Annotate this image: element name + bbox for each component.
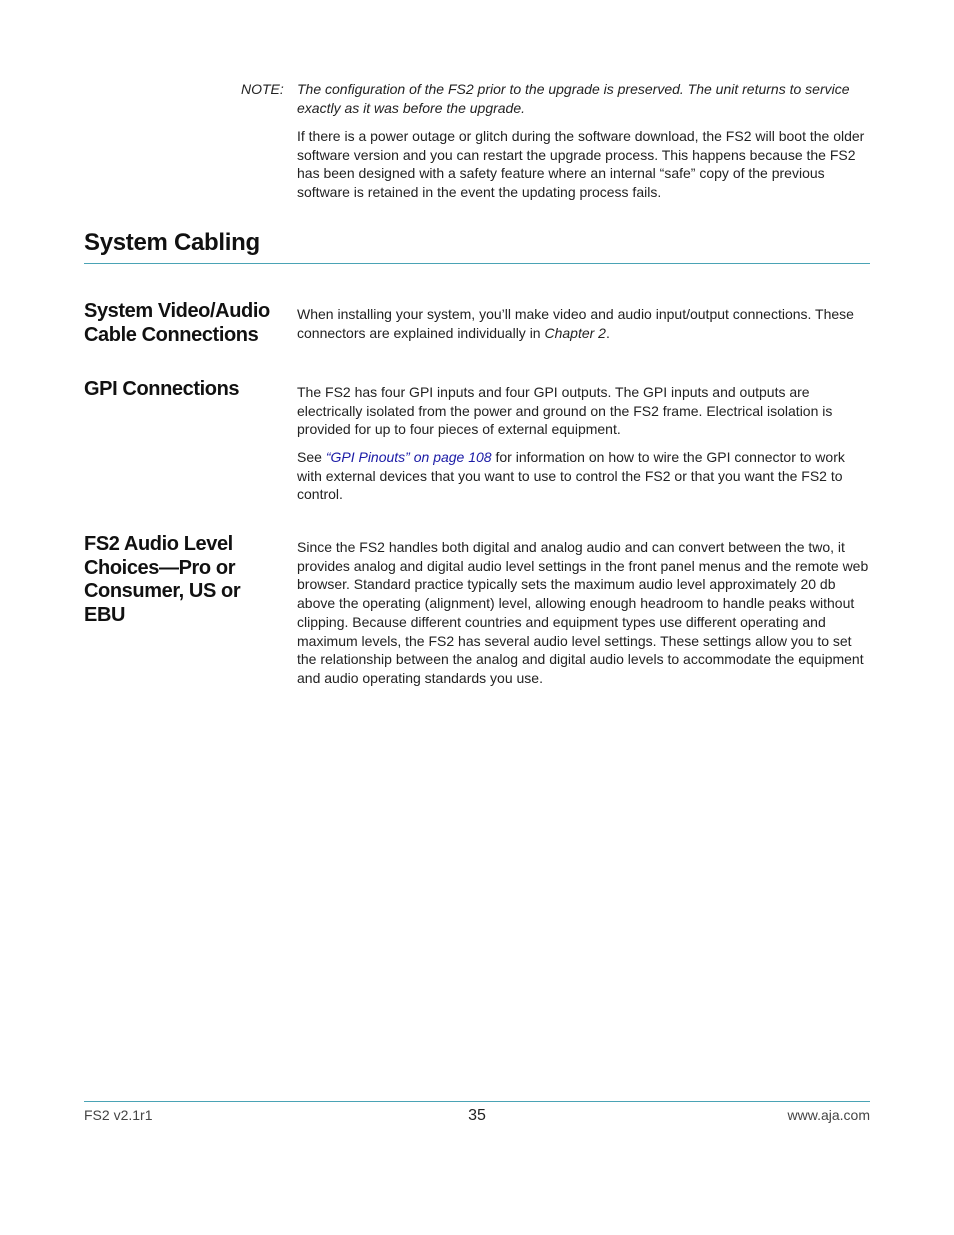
cable-text-before: When installing your system, you’ll make video and audio input/output connections. These connectors are explained individually in: [297, 306, 854, 341]
gpi-paragraph-1: The FS2 has four GPI inputs and four GPI outputs. The GPI inputs and outputs are electrically isolated from the power and ground on the FS2 frame. Electrical isolation is provided for up to four pieces of external equipment.: [297, 384, 833, 438]
audio-level-paragraph: Since the FS2 handles both digital and analog audio and can convert between the two, it provides analog and digital audio level settings in the front panel menus and the remote web browser. Standard practice typically sets the maximum audio level approximately 20 db above the operating (alignment) level, allowing enough headroom to handle peaks without clipping. Because different countries and equipment types use different operating and maximum levels, the FS2 has several audio level settings. These settings allow you to set the relationship between the analog and digital audio levels to accommodate the equipment and audio operating standards you use.: [297, 539, 869, 686]
footer-page-number: 35: [468, 1107, 486, 1124]
note-label: NOTE:: [241, 81, 284, 97]
gpi-pinouts-link[interactable]: “GPI Pinouts” on page 108: [325, 449, 492, 465]
section-rule: [84, 263, 870, 264]
cable-connections-heading: System Video/Audio Cable Connections: [84, 300, 270, 346]
section-title: System Cabling: [84, 229, 260, 256]
footer-rule: [84, 1101, 870, 1102]
gpi-paragraph-2: [297, 448, 871, 504]
gpi-connections-heading: GPI Connections: [84, 378, 240, 400]
cable-text-after: .: [605, 324, 610, 341]
intro-paragraph: If there is a power outage or glitch during the software download, the FS2 will boot the older software version and you can restart the upgrade process. This happens because the FS2 has been designed with a safety feature where an internal “safe” copy of the previous software is retained in the event the updating process fails.: [297, 128, 865, 201]
footer-doc-version: FS2 v2.1r1: [84, 1107, 153, 1123]
cable-connections-paragraph: [297, 305, 871, 342]
note-text: The configuration of the FS2 prior to the upgrade is preserved. The unit returns to service exactly as it was before the upgrade.: [297, 81, 850, 116]
footer-website: www.aja.com: [787, 1107, 870, 1123]
chapter-reference: Chapter 2: [544, 324, 606, 341]
gpi-paragraph-2-rest: for information on how to wire the GPI connector to work with external devices that you want to use to control the FS2 or that you want the FS2 to control.: [297, 449, 845, 503]
audio-level-heading: FS2 Audio Level Choices—Pro or Consumer, US or EBU: [84, 533, 241, 626]
gpi-see-text: See: [297, 449, 326, 465]
